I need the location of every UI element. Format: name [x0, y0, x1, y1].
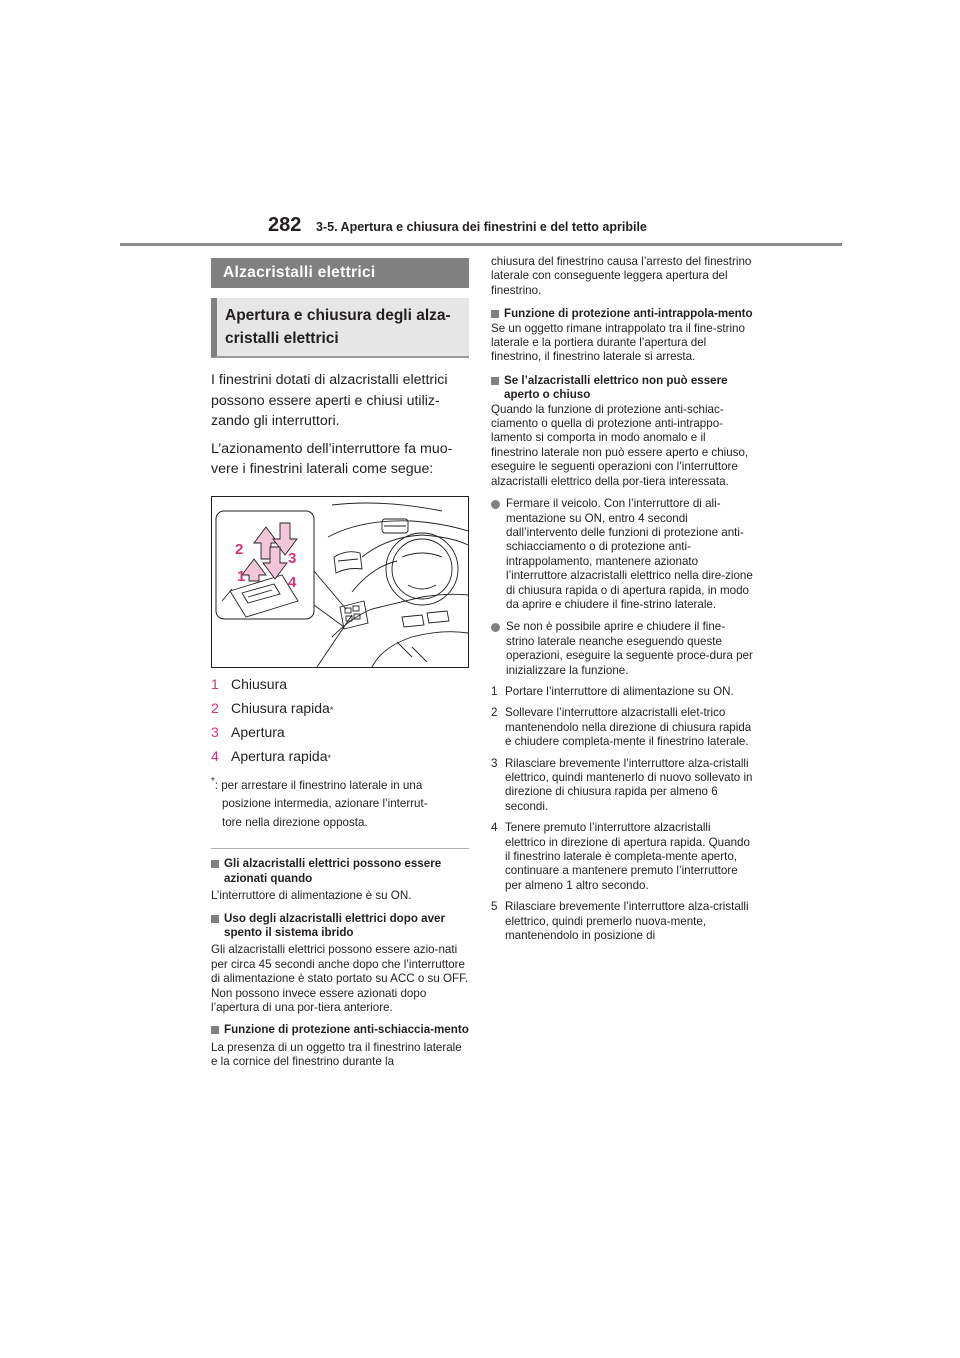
legend-item [211, 700, 469, 716]
bullet-item [491, 620, 753, 678]
step-text: Rilasciare brevemente l’interruttore alza-cristalli elettrico, quindi premerlo nuova-mente, mantenendolo in posizione di [505, 900, 749, 943]
intro-text [211, 370, 469, 480]
legend-item [211, 748, 469, 764]
square-bullet-icon [491, 377, 499, 385]
note-body: La presenza di un oggetto tra il finestrino laterale e la cornice del finestrino durante la [211, 1040, 462, 1069]
step-number: 5 [491, 900, 498, 914]
legend-number: 2 [211, 699, 219, 716]
bullet-text: Se non è possibile aprire e chiudere il fine-strino laterale neanche eseguendo queste operazioni, eseguire la seguente proce-dura per inizializzare la funzione. [506, 620, 753, 677]
step-item [491, 706, 753, 749]
note-body: L’interruttore di alimentazione è su ON. [211, 889, 412, 903]
footnote-line-2: posizione intermedia, azionare l’interrut- [222, 797, 428, 811]
step-text: Rilasciare brevemente l’interruttore alza-cristalli elettrico, quindi mantenerlo di nuovo sollevato in direzione di chiusura rapida per almeno 6 secondi. [505, 756, 753, 813]
footnote-mark: * [211, 775, 215, 787]
circle-bullet-icon [491, 623, 500, 632]
square-bullet-icon [491, 310, 499, 318]
heading-power-windows: Alzacristalli elettrici [211, 258, 469, 288]
footnote [211, 772, 469, 833]
note-title: Se l’alzacristalli elettrico non può essere aperto o chiuso [504, 373, 728, 402]
step-text: Sollevare l’interruttore alzacristalli elet-trico mantenendolo nella direzione di chiusura rapida e chiudere completa-mente il finestrino laterale. [505, 706, 752, 749]
footnote-line-3: tore nella direzione opposta. [222, 816, 368, 830]
note-body: Se un oggetto rimane intrappolato tra il fine-strino laterale e la portiera durante l’apertura del finestrino, il finestrino laterale si arresta. [491, 321, 745, 364]
legend-number: 4 [211, 747, 219, 764]
step-item [491, 900, 753, 943]
circle-bullet-icon [491, 500, 500, 509]
note-heading [211, 1023, 469, 1037]
step-text: Portare l’interruttore di alimentazione su ON. [505, 684, 734, 698]
note-heading [211, 857, 469, 886]
legend-label: Apertura [231, 723, 285, 740]
legend-asterisk: * [329, 704, 334, 715]
legend-number: 1 [211, 675, 219, 692]
note-heading [211, 912, 469, 941]
legend-label: Apertura rapida [231, 747, 328, 764]
step-number: 3 [491, 756, 498, 770]
figure-label-2: 2 [235, 540, 244, 558]
square-bullet-icon [211, 1026, 219, 1034]
square-bullet-icon [211, 860, 219, 868]
note-body: Gli alzacristalli elettrici possono essere azio-nati per circa 45 secondi anche dopo che l’interruttore di alimentazione è stato portato su ACC o su OFF. Non possono invece essere azionati dopo l’apertura di una por-tiera anteriore. [211, 943, 469, 1015]
step-number: 1 [491, 684, 498, 698]
figure-legend [211, 676, 469, 764]
legend-asterisk: * [327, 752, 332, 763]
intro-paragraph-2: L’azionamento dell’interruttore fa muo-vere i finestrini laterali come segue: [211, 440, 453, 477]
figure-label-3: 3 [288, 549, 297, 567]
step-number: 2 [491, 706, 498, 720]
intro-paragraph-1: I finestrini dotati di alzacristalli elettrici possono essere aperti e chiusi utiliz-zando gli interruttori. [211, 372, 448, 429]
note-title: Uso degli alzacristalli elettrici dopo aver spento il sistema ibrido [224, 911, 446, 939]
notes-section [211, 848, 469, 1069]
note-heading [491, 374, 753, 403]
note-body: Quando la funzione di protezione anti-schiac-ciamento o quella di protezione anti-intrappo-lamento si comporta in modo anomalo e il finestrino laterale non può essere aperto e chiuso, eseguire le seguenti operazioni con l’interruttore alzacristalli elettrico della por-tiera interessata. [491, 402, 749, 488]
bullet-item [491, 497, 753, 612]
step-item [491, 757, 753, 815]
continued-text: chiusura del finestrino causa l’arresto del finestrino laterale con conseguente leggera apertura del finestrino. [491, 255, 752, 297]
window-switch-figure [211, 496, 469, 668]
left-column [211, 258, 469, 1070]
note-heading [491, 307, 753, 321]
note-title: Funzione di protezione anti-intrappola-mento [504, 307, 753, 321]
note-title: Funzione di protezione anti-schiaccia-mento [224, 1023, 469, 1037]
footnote-text-1: : per arrestare il finestrino laterale in una [214, 778, 423, 792]
legend-number: 3 [211, 723, 219, 740]
step-item [491, 821, 753, 893]
square-bullet-icon [211, 915, 219, 923]
section-title: 3-5. Apertura e chiusura dei finestrini e del tetto apribile [316, 220, 647, 234]
legend-label: Chiusura [231, 675, 288, 692]
note-title: Gli alzacristalli elettrici possono essere azionati quando [224, 857, 442, 885]
step-number: 4 [491, 821, 498, 835]
legend-item [211, 676, 469, 692]
step-text: Tenere premuto l’interruttore alzacristalli elettrico in direzione di apertura rapida. Quando il finestrino laterale è completa-mente aperto, continuare a mantenere premuto l’interruttore per almeno 1 altro secondo. [505, 821, 750, 892]
figure-label-4: 4 [288, 573, 297, 591]
figure-label-1: 1 [237, 567, 246, 585]
door-panel-illustration [212, 497, 468, 667]
heading-open-close: Apertura e chiusura degli alza-cristalli elettrici [211, 298, 469, 358]
footnote-line-1 [211, 772, 469, 795]
legend-label: Chiusura rapida [231, 699, 330, 716]
legend-item [211, 724, 469, 740]
bullet-text: Fermare il veicolo. Con l’interruttore di ali-mentazione su ON, entro 4 secondi dall’intervento delle funzioni di protezione anti-schiacciamento o di protezione anti-intrappolamento, mantenere azionato l’interruttore alzacristalli elettrico nella dire-zione di chiusura rapida o di apertura rapida, in modo da aprire e chiudere il fine-strino laterale. [506, 497, 753, 611]
header-rule [120, 243, 842, 246]
step-item [491, 685, 753, 699]
page-number: 282 [268, 214, 302, 236]
right-column [491, 255, 753, 943]
